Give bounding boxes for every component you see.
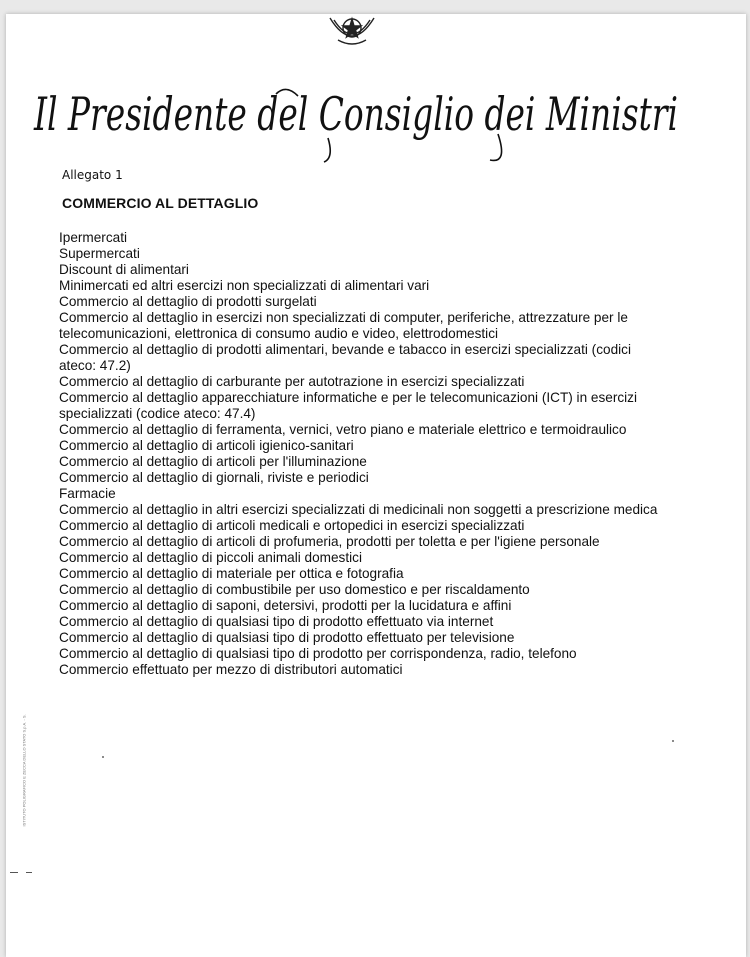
list-item: Commercio al dettaglio di carburante per autotrazione in esercizi specializzati <box>59 374 525 389</box>
letterhead-title <box>28 74 728 164</box>
list-item: Commercio al dettaglio di saponi, detersivi, prodotti per la lucidatura e affini <box>59 598 512 613</box>
list-item: Commercio al dettaglio di qualsiasi tipo di prodotto effettuato via internet <box>59 614 494 629</box>
printer-note: ISTITUTO POLIGRAFICO E ZECCA DELLO STATO S.p.A. - S. <box>21 714 27 827</box>
list-item: Supermercati <box>59 246 140 261</box>
list-item: Minimercati ed altri esercizi non specializzati di alimentari vari <box>59 278 430 293</box>
list-item: Commercio al dettaglio in esercizi non specializzati di computer, periferiche, attrezzature per le telecomunicazioni, elettronica di consumo audio e video, elettrodomestici <box>59 310 628 341</box>
activity-list <box>59 230 669 678</box>
list-item: Commercio al dettaglio di prodotti surgelati <box>59 294 317 309</box>
list-item: Commercio al dettaglio di ferramenta, vernici, vetro piano e materiale elettrico e termoidraulico <box>59 422 627 437</box>
list-item: Commercio al dettaglio apparecchiature informatiche e per le telecomunicazioni (ICT) in esercizi specializzati (codice ateco: 47.4) <box>59 390 637 421</box>
list-item: Ipermercati <box>59 230 127 245</box>
list-item: Commercio al dettaglio di piccoli animali domestici <box>59 550 362 565</box>
list-item: Commercio al dettaglio di articoli per l'illuminazione <box>59 454 367 469</box>
attachment-label: Allegato 1 <box>62 168 123 182</box>
republic-emblem-icon <box>320 14 384 48</box>
list-item: Commercio al dettaglio di combustibile per uso domestico e per riscaldamento <box>59 582 530 597</box>
scan-mark <box>26 872 32 873</box>
list-item: Commercio al dettaglio di giornali, riviste e periodici <box>59 470 369 485</box>
list-item: Commercio al dettaglio di articoli medicali e ortopedici in esercizi specializzati <box>59 518 525 533</box>
list-item: Farmacie <box>59 486 116 501</box>
list-item: Commercio effettuato per mezzo di distributori automatici <box>59 662 403 677</box>
list-item: Commercio al dettaglio in altri esercizi specializzati di medicinali non soggetti a prescrizione medica <box>59 502 658 517</box>
scan-speck <box>102 756 104 758</box>
document-page <box>6 14 746 957</box>
scan-speck <box>672 740 674 742</box>
list-item: Commercio al dettaglio di qualsiasi tipo di prodotto effettuato per televisione <box>59 630 515 645</box>
list-item: Commercio al dettaglio di materiale per ottica e fotografia <box>59 566 404 581</box>
letterhead-text: Il Presidente del Consiglio dei Ministri <box>33 87 679 141</box>
list-item: Commercio al dettaglio di qualsiasi tipo di prodotto per corrispondenza, radio, telefono <box>59 646 577 661</box>
list-item: Commercio al dettaglio di prodotti alimentari, bevande e tabacco in esercizi specializzati (codici ateco: 47.2) <box>59 342 631 373</box>
scan-mark <box>10 872 18 873</box>
list-item: Discount di alimentari <box>59 262 189 277</box>
section-title: COMMERCIO AL DETTAGLIO <box>62 195 259 211</box>
list-item: Commercio al dettaglio di articoli igienico-sanitari <box>59 438 354 453</box>
list-item: Commercio al dettaglio di articoli di profumeria, prodotti per toletta e per l'igiene personale <box>59 534 600 549</box>
